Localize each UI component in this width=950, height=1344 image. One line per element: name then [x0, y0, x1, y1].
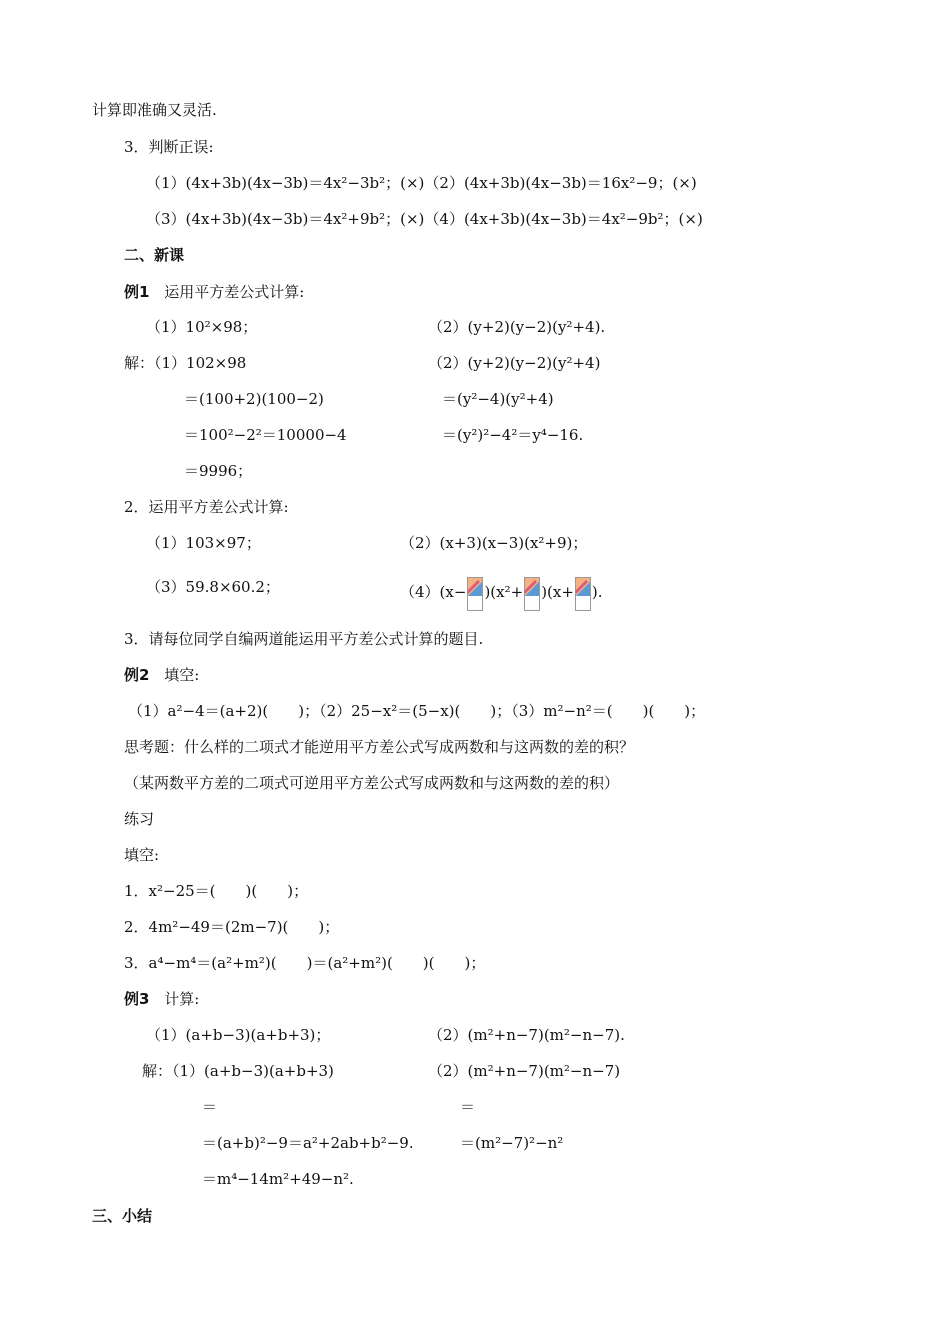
example-heading: [124, 282, 304, 302]
solution-line: ＝m⁴−14m²+49−n².: [202, 1170, 354, 1188]
section-heading: 二、新课: [124, 246, 185, 264]
example-text: 计算:: [164, 990, 200, 1008]
judgement-line: （3）(4x+3b)(4x−3b)＝4x²+9b²；(×)（4）(4x+3b)(4x−3b)＝4x²−9b²；(×): [146, 210, 703, 228]
fill-line: 1．x²−25＝( )( )；: [124, 882, 309, 900]
fill-line: 3．a⁴−m⁴＝(a²+m²)( )＝(a²+m²)( )( )；: [124, 954, 486, 972]
question-part: ).: [591, 583, 603, 601]
fill-line: 2．4m²−49＝(2m−7)( )；: [124, 918, 340, 936]
solution-line: 解：（1）102×98: [124, 354, 247, 372]
fill-line: （1）a²−4＝(a+2)( )；（2）25−x²＝(5−x)( )；（3）m²−n²＝( )( )；: [128, 702, 706, 720]
question: [400, 577, 603, 611]
think-question: 思考题：什么样的二项式才能逆用平方差公式写成两数和与这两数的差的积？: [124, 738, 635, 756]
text-line: 计算即准确又灵活.: [92, 101, 217, 119]
broken-image-icon: [575, 577, 591, 611]
solution-line: ＝(a+b)²−9＝a²+2ab+b²−9.: [202, 1134, 414, 1152]
solution-line: 解：（1）(a+b−3)(a+b+3): [142, 1062, 334, 1080]
question: （1）10²×98；: [146, 318, 258, 336]
broken-image-icon: [524, 577, 540, 611]
judgement-line: （1）(4x+3b)(4x−3b)＝4x²−3b²；(×)（2）(4x+3b)(4x−3b)＝16x²−9；(×): [146, 174, 697, 192]
solution-line: ＝(y²−4)(y²+4): [442, 390, 554, 408]
question: （1）(a+b−3)(a+b+3)；: [146, 1026, 331, 1044]
example-heading: [124, 665, 199, 685]
example-text: 填空:: [164, 666, 200, 684]
solution-line: ＝9996；: [184, 462, 253, 480]
solution-line: ＝100²−2²＝10000−4: [184, 426, 347, 444]
broken-image-icon: [467, 577, 483, 611]
fill-heading: 填空:: [124, 846, 160, 864]
problem-heading: 3．请每位同学自编两道能运用平方差公式计算的题目.: [124, 630, 484, 648]
example-text: 运用平方差公式计算:: [164, 283, 305, 301]
solution-line: ＝(100+2)(100−2): [184, 390, 324, 408]
example-label: 例2: [124, 666, 150, 684]
solution-line: ＝: [460, 1098, 476, 1116]
question: （2）(x+3)(x−3)(x²+9)；: [400, 534, 588, 552]
think-answer: （某两数平方差的二项式可逆用平方差公式写成两数和与这两数的差的积）: [124, 774, 620, 792]
solution-line: （2）(m²+n−7)(m²−n−7): [428, 1062, 621, 1080]
question-part: )(x+: [541, 583, 574, 601]
problem-heading: 2．运用平方差公式计算:: [124, 498, 289, 516]
text-line: 3．判断正误:: [124, 138, 214, 156]
question-part: （4）(x−: [400, 583, 467, 601]
example-label: 例1: [124, 283, 150, 301]
solution-line: ＝(m²−7)²−n²: [460, 1134, 564, 1152]
question: （3）59.8×60.2；: [146, 578, 280, 596]
section-heading: 三、小结: [92, 1207, 153, 1225]
question-part: )(x²+: [484, 583, 524, 601]
solution-line: ＝: [202, 1098, 218, 1116]
solution-line: ＝(y²)²−4²＝y⁴−16.: [442, 426, 584, 444]
question: （2）(m²+n−7)(m²−n−7).: [428, 1026, 625, 1044]
question: （1）103×97；: [146, 534, 261, 552]
example-heading: [124, 989, 199, 1009]
solution-line: （2）(y+2)(y−2)(y²+4): [428, 354, 601, 372]
question: （2）(y+2)(y−2)(y²+4).: [428, 318, 606, 336]
practice-heading: 练习: [124, 810, 155, 828]
example-label: 例3: [124, 990, 150, 1008]
